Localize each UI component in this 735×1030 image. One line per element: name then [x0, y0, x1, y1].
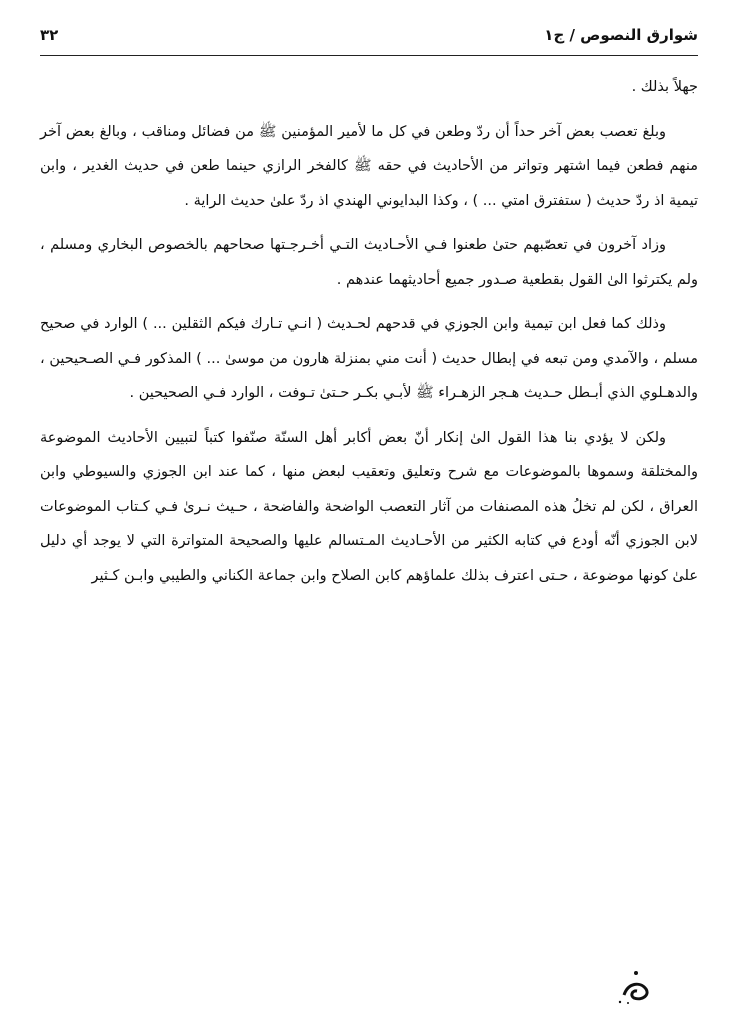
paragraph: وذلك كما فعل ابن تيمية وابن الجوزي في قدحهم لحـديث ( انـي تـارك فيكم الثقلين ... ) الوارد في صحيح مسلم ، والآمدي ومن تبعه في إبطال حديث ( أنت مني بمنزلة هارون من موسىٰ ... ) المذكور فـي الصـحيحين ، والدهـلوي الذي أبـطل حـديث هـجر الزهـراء ﷺ لأبـي بكـر حـتىٰ تـوفت ، الوارد فـي الصحيحين .	[40, 316, 698, 401]
paragraph: وبلغ تعصب بعض آخر حداً أن ردّ وطعن في كل ما لأمير المؤمنين ﷺ من فضائل ومناقب ، وبالغ بعض آخر منهم فطعن فيما اشتهر وتواتر من الأحاديث في حقه ﷺ كالفخر الرازي حينما طعن في حديث الغدير ، وابن تيمية اذ ردّ حديث ( ستفترق امتي ... ) ، وكذا البدايوني الهندي اذ ردّ علىٰ حديث الراية .	[40, 123, 698, 209]
paragraph: جهلاً بذلك .	[631, 79, 698, 95]
page-header	[40, 22, 698, 52]
running-title: شوارق النصوص / ج١	[544, 26, 698, 44]
paragraph: ولكن لا يؤدي بنا هذا القول الىٰ إنكار أنّ بعض أكابر أهل السنّة صنّفوا كتباً لتبيين الأحاديث الموضوعة والمختلقة وسموها بالموضوعات مع شرح وتعليق وتعقيب لبعض منها ، كما عند ابن الجوزي والسيوطي وابن العراق ، لكن لم تخلُ هذه المصنفات من آثار التعصب الواضحة والفاضحة ، حـيث نـرىٰ فـي كـتاب الموضوعات لابن الجوزي أنّه أودع في كتابه الكثير من الأحـاديث المـتسالم عليها والصحيحة المتواترة التي لا يوجد أي دليل علىٰ كونها موضوعة ، حـتى اعترف بذلك علماؤهم كابن الصلاح وابن جماعة الكناني والطيبي وابـن كـثير	[40, 429, 698, 584]
page-number: ٣٢	[40, 26, 59, 44]
footer-ornament-icon	[606, 965, 666, 1005]
paragraph: وزاد آخرون في تعصّبهم حتىٰ طعنوا فـي الأحـاديث التـي أخـرجـتها صحاحهم بالخصوص البخاري ومسلم ، ولم يكترثوا الىٰ القول بقطعية صـدور جميع أحاديثهما عندهم .	[40, 237, 698, 288]
header-divider	[40, 55, 698, 56]
body-text	[40, 70, 698, 603]
